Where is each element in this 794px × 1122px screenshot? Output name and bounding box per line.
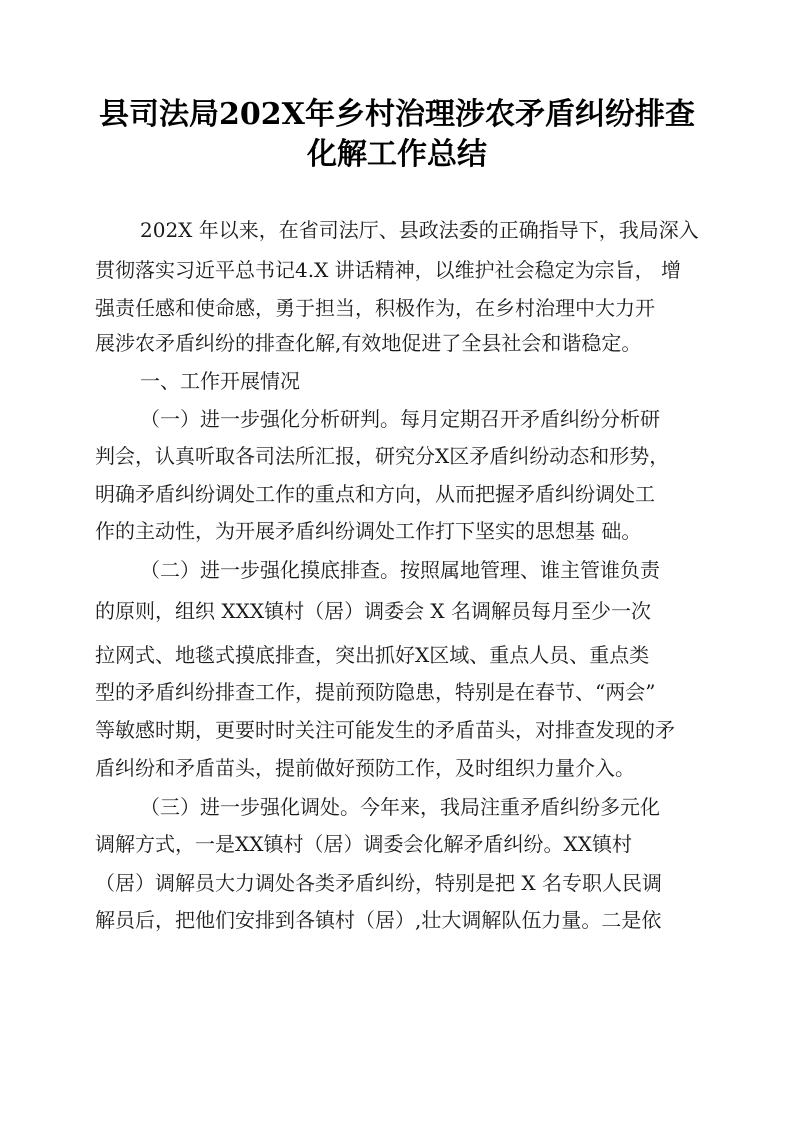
body-line: 明确矛盾纠纷调处工作的重点和方向，从而把握矛盾纠纷调处工: [95, 482, 655, 506]
body-line: 判会，认真听取各司法所汇报，研究分X区矛盾纠纷动态和形势，: [95, 444, 670, 468]
body-line: 解员后，把他们安排到各镇村（居）,壮大调解队伍力量。二是依: [95, 908, 662, 932]
body-line: （一）进一步强化分析研判。每月定期召开矛盾纠纷分析研: [140, 407, 660, 431]
body-line: 调解方式，一是XX镇村（居）调委会化解矛盾纠纷。XX镇村: [95, 832, 632, 856]
body-line: 盾纠纷和矛盾苗头，提前做好预防工作，及时组织力量介入。: [95, 756, 635, 780]
body-line: （三）进一步强化调处。今年来，我局注重矛盾纠纷多元化: [140, 795, 660, 819]
body-line: 展涉农矛盾纠纷的排查化解,有效地促进了全县社会和谐稳定。: [95, 331, 642, 355]
body-line: （二）进一步强化摸底排查。按照属地管理、谁主管谁负责: [140, 558, 660, 582]
body-line: 的原则，组织 XXX镇村（居）调委会 X 名调解员每月至少一次: [95, 599, 652, 623]
section-heading: 一、工作开展情况: [140, 369, 300, 393]
document-title-line-1: 县司法局202X年乡村治理涉农矛盾纠纷排查: [99, 97, 695, 132]
body-line: （居）调解员大力调处各类矛盾纠纷，特别是把 X 名专职人民调: [95, 871, 662, 895]
body-line: 作的主动性，为开展矛盾纠纷调处工作打下坚实的思想基 础。: [95, 519, 642, 543]
body-line: 强责任感和使命感，勇于担当，积极作为，在乡村治理中大力开: [95, 296, 655, 320]
body-line: 型的矛盾纠纷排查工作，提前预防隐患，特别是在春节、“两会”: [95, 680, 656, 704]
body-line: 202X 年以来，在省司法厅、县政法委的正确指导下，我局深入: [140, 218, 699, 242]
body-line: 拉网式、地毯式摸底排查，突出抓好X区域、重点人员、重点类: [95, 643, 650, 667]
document-title-line-2: 化解工作总结: [307, 137, 487, 172]
body-line: 等敏感时期，更要时时关注可能发生的矛盾苗头，对排查发现的矛: [95, 718, 675, 742]
body-line: 贯彻落实习近平总书记4.X 讲话精神，以维护社会稳定为宗旨， 增: [95, 258, 682, 282]
